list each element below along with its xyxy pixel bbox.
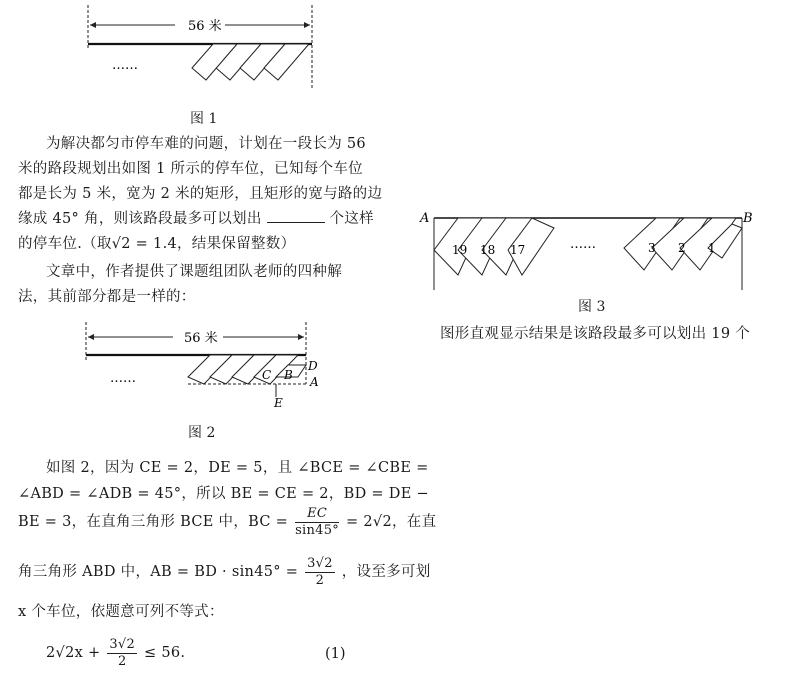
equation-number: (1) [325, 646, 346, 662]
conclusion-text: 图形直观显示结果是该路段最多可以划出 19 个 [440, 326, 751, 342]
fig2-ellipsis: …… [110, 371, 136, 386]
fig1-ellipsis: …… [112, 58, 138, 73]
solution-line-1: 如图 2，因为 CE = 2，DE = 5，且 ∠BCE = ∠CBE = [46, 460, 429, 476]
problem-line-1: 为解决都匀市停车难的问题，计划在一段长为 56 [46, 136, 366, 152]
figure-2 [78, 322, 328, 412]
intro-line-1: 文章中，作者提供了课题组团队老师的四种解 [46, 264, 342, 280]
problem-line-4-tail: 个这样 [329, 211, 374, 227]
fig2-label-A: A [310, 375, 319, 389]
problem-line-5: 的停车位.（取√2 = 1.4，结果保留整数） [18, 236, 296, 252]
fig3-stall-19: 19 [452, 243, 468, 257]
fig3-label-B: B [743, 211, 753, 226]
problem-line-4 [18, 207, 374, 228]
fig2-label-D: D [308, 359, 318, 373]
fig3-stall-3: 3 [648, 241, 656, 255]
fig3-label-A: A [420, 211, 430, 226]
fig3-stall-17: 17 [510, 243, 526, 257]
intro-line-2: 法，其前部分都是一样的： [18, 289, 196, 305]
fig2-label-E: E [274, 396, 283, 410]
problem-line-2: 米的路段规划出如图 1 所示的停车位，已知每个车位 [18, 161, 363, 177]
fraction-ec-sin45: $\frac{EC}{\sin 45^\circ}$ [295, 505, 340, 538]
solution-line-2: ∠ABD = ∠ADB = 45°，所以 BE = CE = 2，BD = DE − [18, 486, 429, 502]
fig1-dimension-label: 56 米 [188, 19, 222, 34]
fig3-stall-1: 1 [708, 241, 716, 255]
fig2-label-B: B [284, 368, 293, 382]
fraction-3root2-over-2: $\frac{3√2}{2}$ [307, 555, 333, 588]
solution-line-4: 角三角形 ABD 中，AB = BD · sin45° = $\frac{3√2}{2}$ ，设至多可划 [18, 555, 431, 588]
answer-blank[interactable] [267, 208, 325, 223]
figure-1 [80, 5, 320, 90]
fraction-ineq: $\frac{3√2}{2}$ [109, 636, 136, 669]
fig3-stall-18: 18 [480, 243, 496, 257]
figure-3 [418, 200, 763, 290]
figure-2-caption: 图 2 [188, 425, 216, 441]
solution-line-3: BE = 3，在直角三角形 BCE 中，BC = $\frac{EC}{\sin 45^\circ}$ = 2√2，在直 [18, 505, 437, 538]
figure-1-caption: 图 1 [190, 111, 218, 127]
figure-3-caption: 图 3 [578, 299, 606, 315]
fig2-label-C: C [262, 368, 272, 382]
inequality-1: 2√2x + $\frac{3√2}{2}$ ≤ 56. [46, 636, 186, 669]
problem-line-4-text: 缘成 45° 角，则该路段最多可以划出 [18, 211, 262, 227]
fig2-dimension-label: 56 米 [184, 331, 218, 346]
fig3-ellipsis: …… [570, 237, 596, 252]
solution-line-5: x 个车位，依题意可列不等式： [18, 604, 224, 620]
fig3-stall-2: 2 [678, 241, 686, 255]
problem-line-3: 都是长为 5 米，宽为 2 米的矩形，且矩形的宽与路的边 [18, 186, 383, 202]
